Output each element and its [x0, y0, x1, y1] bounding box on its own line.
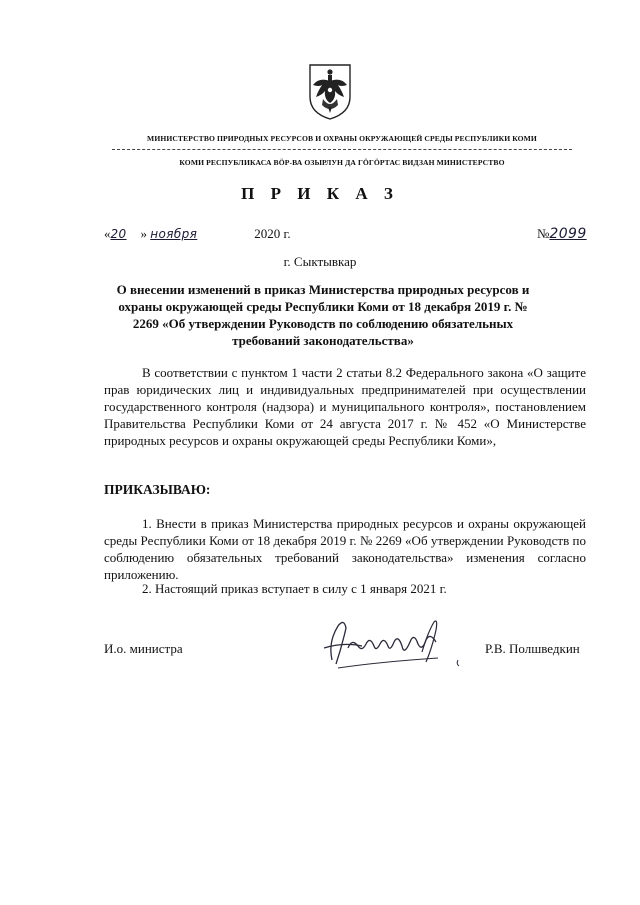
header-divider — [112, 149, 572, 150]
ministry-name-ru: МИНИСТЕРСТВО ПРИРОДНЫХ РЕСУРСОВ И ОХРАНЫ ОКРУЖАЮЩЕЙ СРЕДЫ РЕСПУБЛИКИ КОМИ — [147, 134, 537, 143]
preamble-paragraph: В соответствии с пунктом 1 части 2 статьи 8.2 Федерального закона «О защите прав юридических лиц и индивидуальных предпринимателей при осуществлении государственного контроля (надзора) и муниципального контроля», постановлением Правительства Республики Коми от 24 августа 2017 г. № 452 «О Министерстве природных ресурсов и охраны окружающей среды Республики Коми», — [104, 365, 586, 448]
order-item-2: 2. Настоящий приказ вступает в силу с 1 января 2021 г. — [142, 581, 447, 596]
order-item-1: 1. Внести в приказ Министерства природных ресурсов и охраны окружающей среды Республики Коми от 18 декабря 2019 г. № 2269 «Об утверждении Руководств по соблюдению обязательных требований законодательства» изменения согласно приложению. — [104, 516, 586, 582]
document-title: П Р И К А З — [241, 184, 399, 203]
date-close-quote: » — [140, 226, 147, 241]
date-open-quote: « — [104, 226, 111, 241]
date-month: ноября — [150, 227, 198, 241]
number-value: 2099 — [549, 226, 587, 242]
signatory-position: И.о. министра — [104, 641, 183, 656]
coat-of-arms-icon — [307, 63, 353, 121]
document-number — [537, 226, 587, 242]
document-date — [104, 226, 291, 242]
document-city: г. Сыктывкар — [283, 254, 357, 269]
handwritten-signature-icon — [318, 612, 468, 678]
date-year: 2020 г. — [254, 226, 291, 241]
order-heading: ПРИКАЗЫВАЮ: — [104, 482, 211, 497]
document-subject: О внесении изменений в приказ Министерства природных ресурсов и охраны окружающей среды Республики Коми от 18 декабря 2019 г. № 2269 «Об утверждении Руководств по соблюдению обязательных требований законодательства» — [116, 282, 530, 348]
date-day: 20 — [110, 227, 127, 241]
number-prefix: № — [537, 226, 550, 241]
ministry-name-komi: КОМИ РЕСПУБЛИКАСА ВӦР-ВА ОЗЫРЛУН ДА ГӦГӦРТАС ВИДЗАН МИНИСТЕРСТВО — [179, 158, 505, 167]
signatory-name: Р.В. Полшведкин — [485, 641, 580, 656]
